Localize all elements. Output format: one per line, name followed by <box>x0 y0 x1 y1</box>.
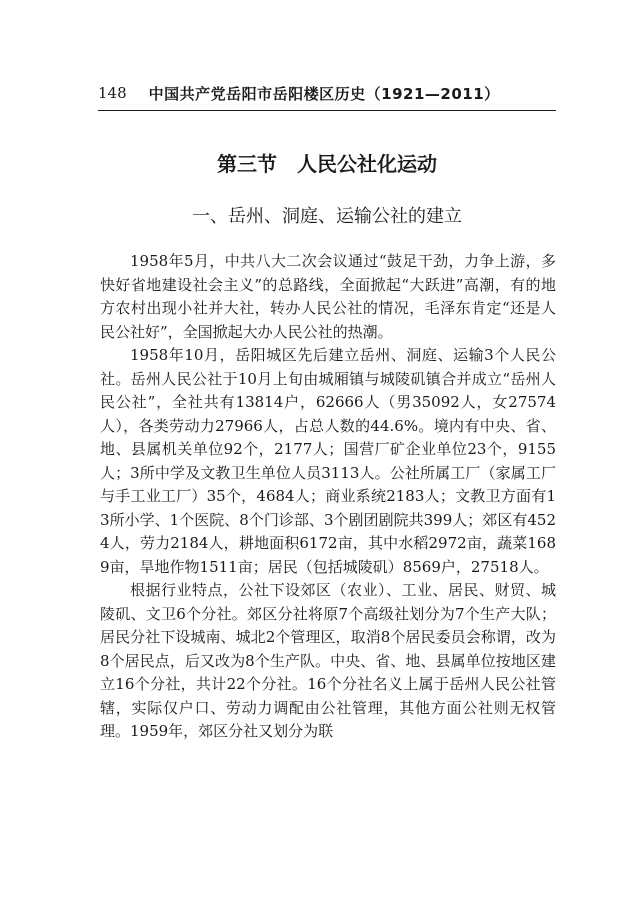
book-title: 中国共产党岳阳市岳阳楼区历史（1921—2011） <box>148 84 500 103</box>
page-number: 148 <box>98 84 127 102</box>
paragraph: 1958年10月，岳阳城区先后建立岳州、洞庭、运输3个人民公社。岳州人民公社于10月上旬由城厢镇与城陵矶镇合并成立“岳州人民公社”，全社共有13814户，62666人（男35092人，女27574人），各类劳动力27966人，占总人数的44.6%。境内有中央、省、地、县属机关单位92个，2177人；国营厂矿企业单位23个，9155人；3所中学及文教卫生单位人员3113人。公社所属工厂（家属工厂与手工业工厂）35个，4684人；商业系统2183人；文教卫方面有13所小学、1个医院、8个门诊部、3个剧团剧院共399人；郊区有4524人，劳力2184人，耕地面积6172亩，其中水稻2972亩，蔬菜1689亩，旱地作物1511亩；居民（包括城陵矶）8569户，27518人。 <box>100 346 556 576</box>
paragraph: 根据行业特点，公社下设郊区（农业）、工业、居民、财贸、城陵矶、文卫6个分社。郊区分社将原7个高级社划分为7个生产大队；居民分社下设城南、城北2个管理区，取消8个居民委员会称谓，改为8个居民点，后又改为8个生产队。中央、省、地、县属单位按地区建立16个分社，共计22个分社。16个分社名义上属于岳州人民公社管辖，实际仅户口、劳动力调配由公社管理，其他方面公社则无权管理。1959年，郊区分社又划分为联 <box>100 581 556 740</box>
section-title: 第三节 人民公社化运动 <box>217 152 437 176</box>
body-text <box>100 250 556 744</box>
running-header <box>98 80 558 106</box>
paragraph: 1958年5月，中共八大二次会议通过“鼓足干劲，力争上游，多快好省地建设社会主义”的总路线，全面掀起“大跃进”高潮，有的地方农村出现小社并大社，转办人民公社的情况，毛泽东肯定“还是人民公社好”，全国掀起大办人民公社的热潮。 <box>100 252 556 341</box>
header-rule <box>98 110 556 111</box>
subsection-title: 一、岳州、洞庭、运输公社的建立 <box>192 206 462 227</box>
